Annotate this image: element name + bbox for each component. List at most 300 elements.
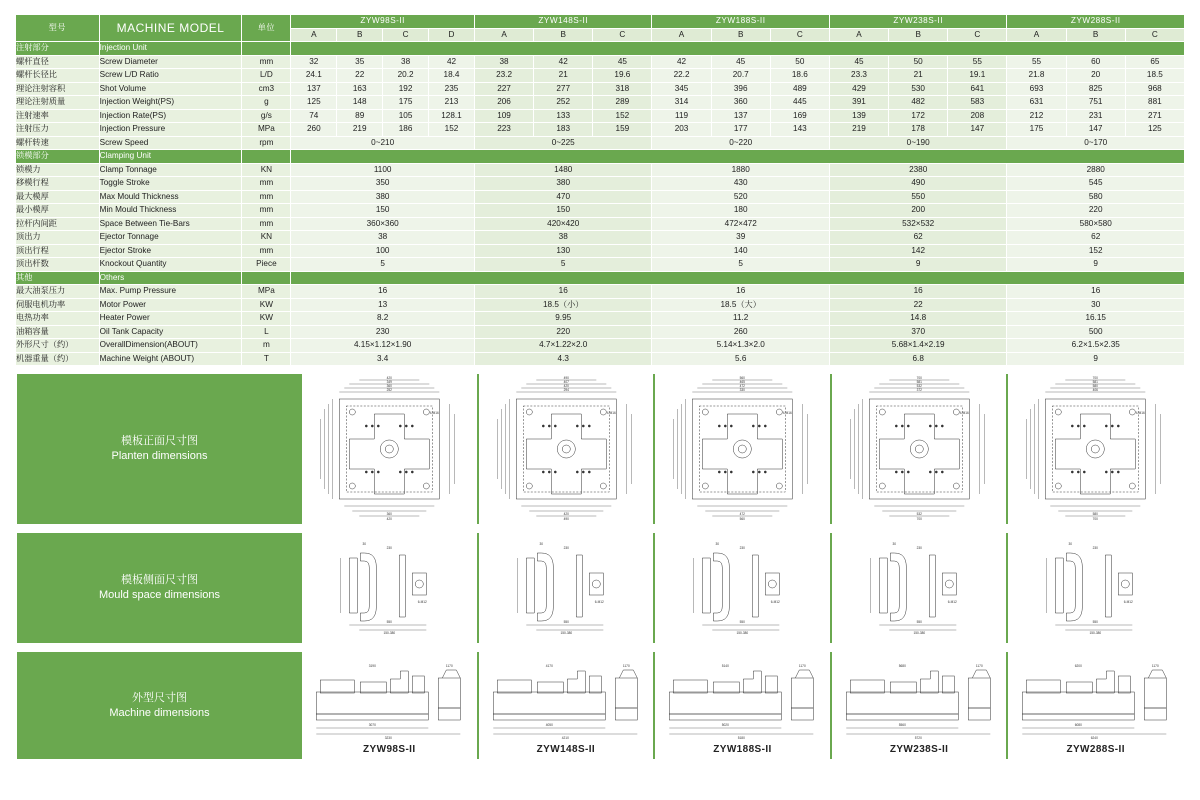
svg-text:420: 420	[563, 384, 569, 388]
row-label-en: Injection Weight(PS)	[99, 96, 242, 110]
svg-text:3070: 3070	[368, 723, 376, 727]
row-unit: Piece	[242, 258, 291, 272]
row-label-cn: 最大油泵压力	[16, 285, 100, 299]
group-label-cn: 注射部分	[16, 42, 100, 56]
cell-value: 159	[593, 123, 652, 137]
row-label-en: Screw L/D Ratio	[99, 69, 242, 83]
table-row	[16, 69, 1185, 83]
cell-value: 360×360	[291, 217, 475, 231]
svg-text:700: 700	[916, 376, 922, 380]
subcol: B	[1066, 28, 1125, 42]
row-unit: KN	[242, 163, 291, 177]
cell-value: 8.2	[291, 312, 475, 326]
cell-value: 430	[652, 177, 829, 191]
svg-text:532: 532	[916, 384, 922, 388]
cell-value: 5.6	[652, 352, 829, 366]
svg-text:550: 550	[1093, 620, 1099, 624]
mould-diagram-5	[1006, 533, 1183, 643]
cell-value: 345	[652, 82, 711, 96]
svg-text:360: 360	[386, 512, 392, 516]
cell-value: 5.68×1.4×2.19	[829, 339, 1006, 353]
cell-value: 20	[1066, 69, 1125, 83]
subcol: A	[1007, 28, 1066, 42]
cell-value: 38	[383, 55, 429, 69]
cell-value: 16	[474, 285, 651, 299]
cell-value: 0~210	[291, 136, 475, 150]
cell-value: 289	[593, 96, 652, 110]
subcol: C	[1125, 28, 1184, 42]
cell-value: 3.4	[291, 352, 475, 366]
planten-diagram-1	[302, 374, 477, 524]
svg-text:150-380: 150-380	[736, 631, 749, 635]
cell-value: 30	[1007, 298, 1185, 312]
cell-value: 5.14×1.3×2.0	[652, 339, 829, 353]
cell-value: 18.6	[770, 69, 829, 83]
cell-value: 45	[593, 55, 652, 69]
cell-value: 125	[1125, 123, 1184, 137]
planten-diagram-4	[830, 374, 1007, 524]
cell-value: 22	[337, 69, 383, 83]
row-label-cn: 螺杆转速	[16, 136, 100, 150]
group-label-en: Injection Unit	[99, 42, 242, 56]
row-label-en: Ejector Tonnage	[99, 231, 242, 245]
svg-text:4170: 4170	[545, 664, 553, 668]
planten-diagram-2	[477, 374, 654, 524]
header-model-3: ZYW188S-II	[652, 15, 829, 29]
cell-value: 360	[711, 96, 770, 110]
cell-value: 169	[770, 109, 829, 123]
svg-text:4210: 4210	[561, 736, 569, 740]
cell-value: 38	[474, 231, 651, 245]
row-unit: m	[242, 339, 291, 353]
cell-value: 968	[1125, 82, 1184, 96]
cell-value: 4.3	[474, 352, 651, 366]
cell-value: 147	[1066, 123, 1125, 137]
group-row-injection	[16, 42, 1185, 56]
cell-value: 583	[948, 96, 1007, 110]
cell-value: 150	[291, 204, 475, 218]
row-label-cn: 顶出力	[16, 231, 100, 245]
row-label-en: Knockout Quantity	[99, 258, 242, 272]
group-label-cn: 锁模部分	[16, 150, 100, 164]
header-unit: 单位	[242, 15, 291, 42]
cell-value: 186	[383, 123, 429, 137]
cell-value: 314	[652, 96, 711, 110]
cell-value: 4.7×1.22×2.0	[474, 339, 651, 353]
cell-value: 219	[829, 123, 888, 137]
svg-text:6-M12: 6-M12	[594, 600, 604, 604]
cell-value: 11.2	[652, 312, 829, 326]
svg-text:700: 700	[1093, 376, 1099, 380]
subcol: A	[291, 28, 337, 42]
svg-text:1170: 1170	[1152, 664, 1160, 668]
cell-value: 133	[534, 109, 593, 123]
row-label-en: Ejector Stroke	[99, 244, 242, 258]
mould-diagram-2	[477, 533, 654, 643]
svg-text:580: 580	[1093, 384, 1099, 388]
row-label-en: Clamp Tonnage	[99, 163, 242, 177]
svg-text:472: 472	[739, 512, 746, 516]
svg-text:5020: 5020	[721, 723, 730, 727]
mould-space-dimensions-section	[15, 531, 1185, 645]
cell-value: 16	[291, 285, 475, 299]
svg-text:4-M16: 4-M16	[959, 411, 969, 415]
table-row	[16, 190, 1185, 204]
cell-value: 14.8	[829, 312, 1006, 326]
mould-label	[17, 533, 302, 643]
cell-value: 235	[429, 82, 475, 96]
row-label-cn: 机器重量（约）	[16, 352, 100, 366]
cell-value: 55	[948, 55, 1007, 69]
table-row	[16, 217, 1185, 231]
cell-value: 143	[770, 123, 829, 137]
svg-text:30: 30	[539, 542, 543, 546]
cell-value: 62	[829, 231, 1006, 245]
svg-text:4-M16: 4-M16	[606, 411, 616, 415]
group-row-clamping	[16, 150, 1185, 164]
cell-value: 4.15×1.12×1.90	[291, 339, 475, 353]
cell-value: 142	[829, 244, 1006, 258]
row-label-cn: 理论注射容积	[16, 82, 100, 96]
cell-value: 21.8	[1007, 69, 1066, 83]
cell-value: 9	[1007, 352, 1185, 366]
cell-value: 0~170	[1007, 136, 1185, 150]
cell-value: 825	[1066, 82, 1125, 96]
subcol: B	[711, 28, 770, 42]
svg-text:560: 560	[739, 376, 746, 380]
svg-text:550: 550	[386, 620, 392, 624]
row-label-cn: 顶出杆数	[16, 258, 100, 272]
cell-value: 38	[291, 231, 475, 245]
cell-value: 318	[593, 82, 652, 96]
cell-value: 21	[889, 69, 948, 83]
cell-value: 18.5	[1125, 69, 1184, 83]
cell-value: 429	[829, 82, 888, 96]
svg-text:230: 230	[386, 546, 392, 550]
row-label-cn: 最大模厚	[16, 190, 100, 204]
row-label-en: Motor Power	[99, 298, 242, 312]
row-label-cn: 伺服电机功率	[16, 298, 100, 312]
header-model-2: ZYW148S-II	[474, 15, 651, 29]
svg-text:4-M16: 4-M16	[429, 411, 439, 415]
table-header-row	[16, 15, 1185, 29]
row-label-cn: 理论注射质量	[16, 96, 100, 110]
row-unit: KW	[242, 298, 291, 312]
cell-value: 470	[474, 190, 651, 204]
cell-value: 230	[291, 325, 475, 339]
row-label-en: Screw Speed	[99, 136, 242, 150]
cell-value: 39	[652, 231, 829, 245]
cell-value: 208	[948, 109, 1007, 123]
cell-value: 1880	[652, 163, 829, 177]
svg-text:406: 406	[1093, 388, 1099, 392]
row-label-en: OverallDimension(ABOUT)	[99, 339, 242, 353]
group-label-en: Others	[99, 271, 242, 285]
cell-value: 178	[889, 123, 948, 137]
row-label-en: Injection Pressure	[99, 123, 242, 137]
table-row	[16, 177, 1185, 191]
cell-value: 42	[652, 55, 711, 69]
row-label-en: Injection Rate(PS)	[99, 109, 242, 123]
cell-value: 530	[889, 82, 948, 96]
machine-diagram-4	[830, 652, 1007, 759]
svg-text:150-380: 150-380	[1089, 631, 1102, 635]
row-unit: cm3	[242, 82, 291, 96]
cell-value: 532×532	[829, 217, 1006, 231]
row-unit: rpm	[242, 136, 291, 150]
cell-value: 35	[337, 55, 383, 69]
row-label-en: Max. Pump Pressure	[99, 285, 242, 299]
table-row	[16, 96, 1185, 110]
cell-value: 20.7	[711, 69, 770, 83]
svg-text:6-M12: 6-M12	[1124, 600, 1134, 604]
cell-value: 16	[829, 285, 1006, 299]
cell-value: 9	[1007, 258, 1185, 272]
svg-text:581: 581	[916, 380, 922, 384]
table-row	[16, 339, 1185, 353]
svg-text:560: 560	[739, 517, 746, 521]
cell-value: 16	[1007, 285, 1185, 299]
table-row	[16, 55, 1185, 69]
row-unit: mm	[242, 177, 291, 191]
machine-diagram-3	[653, 652, 830, 759]
table-row	[16, 258, 1185, 272]
svg-text:150-380: 150-380	[560, 631, 572, 635]
table-row	[16, 231, 1185, 245]
subcol: B	[534, 28, 593, 42]
cell-value: 137	[711, 109, 770, 123]
cell-value: 212	[1007, 109, 1066, 123]
row-unit: mm	[242, 190, 291, 204]
svg-text:1170: 1170	[622, 664, 630, 668]
cell-value: 62	[1007, 231, 1185, 245]
header-model-1: ZYW98S-II	[291, 15, 475, 29]
svg-text:30: 30	[1068, 542, 1073, 546]
cell-value: 139	[829, 109, 888, 123]
svg-text:330: 330	[739, 388, 746, 392]
group-fill	[291, 42, 1185, 56]
row-label-cn: 油箱容量	[16, 325, 100, 339]
svg-text:490: 490	[563, 376, 569, 380]
cell-value: 2380	[829, 163, 1006, 177]
machine-diagram-caption: ZYW148S-II	[536, 744, 596, 755]
cell-value: 252	[534, 96, 593, 110]
svg-text:5560: 5560	[898, 723, 906, 727]
cell-value: 220	[474, 325, 651, 339]
svg-text:150-380: 150-380	[913, 631, 925, 635]
planten-diagram-5	[1006, 374, 1183, 524]
cell-value: 137	[291, 82, 337, 96]
cell-value: 396	[711, 82, 770, 96]
cell-value: 545	[1007, 177, 1185, 191]
svg-text:372: 372	[916, 388, 922, 392]
svg-text:6080: 6080	[1075, 723, 1083, 727]
subcol: B	[337, 28, 383, 42]
group-fill	[291, 150, 1185, 164]
cell-value: 180	[652, 204, 829, 218]
group-fill	[291, 271, 1185, 285]
svg-text:420: 420	[563, 512, 569, 516]
row-label-cn: 锁模力	[16, 163, 100, 177]
cell-value: 16.15	[1007, 312, 1185, 326]
cell-value: 1480	[474, 163, 651, 177]
table-row	[16, 123, 1185, 137]
row-label-en: Machine Weight (ABOUT)	[99, 352, 242, 366]
cell-value: 175	[383, 96, 429, 110]
row-unit: MPa	[242, 285, 291, 299]
row-label-cn: 拉杆内间距	[16, 217, 100, 231]
svg-text:550: 550	[916, 620, 922, 624]
table-row	[16, 312, 1185, 326]
svg-text:700: 700	[1093, 517, 1099, 521]
svg-text:4050: 4050	[545, 723, 553, 727]
diagram-sections	[15, 372, 1185, 761]
mould-diagram-1	[302, 533, 477, 643]
svg-text:581: 581	[1093, 380, 1099, 384]
machine-label	[17, 652, 302, 759]
row-label-cn: 注射压力	[16, 123, 100, 137]
cell-value: 105	[383, 109, 429, 123]
cell-value: 152	[593, 109, 652, 123]
planten-dimensions-section	[15, 372, 1185, 526]
svg-text:30: 30	[892, 542, 896, 546]
row-label-cn: 外形尺寸（约）	[16, 339, 100, 353]
svg-text:550: 550	[563, 620, 569, 624]
row-unit: g/s	[242, 109, 291, 123]
cell-value: 520	[652, 190, 829, 204]
row-label-cn: 最小模厚	[16, 204, 100, 218]
table-row	[16, 109, 1185, 123]
cell-value: 65	[1125, 55, 1184, 69]
machine-diagram-1	[302, 652, 477, 759]
row-label-en: Screw Diameter	[99, 55, 242, 69]
svg-text:3190: 3190	[368, 664, 376, 668]
cell-value: 18.4	[429, 69, 475, 83]
cell-value: 1100	[291, 163, 475, 177]
cell-value: 260	[652, 325, 829, 339]
row-unit: T	[242, 352, 291, 366]
planten-diagram-3	[653, 374, 830, 524]
svg-text:252: 252	[386, 388, 392, 392]
svg-text:580: 580	[1093, 512, 1099, 516]
cell-value: 472×472	[652, 217, 829, 231]
cell-value: 177	[711, 123, 770, 137]
cell-value: 22.2	[652, 69, 711, 83]
svg-text:407: 407	[563, 380, 569, 384]
planten-label-cn: 模板正面尺寸图	[120, 435, 198, 447]
svg-text:5180: 5180	[737, 736, 746, 740]
row-unit: mm	[242, 55, 291, 69]
machine-diagram-caption: ZYW288S-II	[1066, 744, 1125, 755]
cell-value: 277	[534, 82, 593, 96]
row-unit: KW	[242, 312, 291, 326]
cell-value: 109	[474, 109, 533, 123]
svg-text:230: 230	[1093, 546, 1099, 550]
cell-value: 152	[1007, 244, 1185, 258]
cell-value: 220	[1007, 204, 1185, 218]
cell-value: 22	[829, 298, 1006, 312]
row-label-cn: 顶出行程	[16, 244, 100, 258]
table-row	[16, 325, 1185, 339]
cell-value: 128.1	[429, 109, 475, 123]
svg-text:230: 230	[563, 546, 569, 550]
cell-value: 693	[1007, 82, 1066, 96]
cell-value: 42	[534, 55, 593, 69]
group-label-en: Clamping Unit	[99, 150, 242, 164]
cell-value: 420×420	[474, 217, 651, 231]
svg-text:532: 532	[916, 512, 922, 516]
mould-label-en: Mould space dimensions	[98, 589, 221, 601]
cell-value: 0~225	[474, 136, 651, 150]
machine-label-cn: 外型尺寸图	[132, 691, 187, 704]
row-label-en: Oil Tank Capacity	[99, 325, 242, 339]
row-label-cn: 螺杆直径	[16, 55, 100, 69]
svg-text:349: 349	[386, 380, 392, 384]
group-row-others	[16, 271, 1185, 285]
row-label-cn: 螺杆长径比	[16, 69, 100, 83]
svg-text:5140: 5140	[721, 664, 730, 668]
cell-value: 16	[652, 285, 829, 299]
row-unit: mm	[242, 244, 291, 258]
table-row	[16, 163, 1185, 177]
cell-value: 183	[534, 123, 593, 137]
group-unit-blank	[242, 42, 291, 56]
cell-value: 445	[770, 96, 829, 110]
row-label-en: Shot Volume	[99, 82, 242, 96]
svg-text:490: 490	[563, 517, 569, 521]
cell-value: 580	[1007, 190, 1185, 204]
row-unit: g	[242, 96, 291, 110]
cell-value: 125	[291, 96, 337, 110]
svg-text:6-M12: 6-M12	[417, 600, 427, 604]
subcol: B	[889, 28, 948, 42]
cell-value: 55	[1007, 55, 1066, 69]
svg-text:4-M16: 4-M16	[782, 411, 793, 415]
header-model-cn: 型号	[16, 15, 100, 42]
header-model-5: ZYW288S-II	[1007, 15, 1185, 29]
cell-value: 140	[652, 244, 829, 258]
svg-text:30: 30	[362, 542, 367, 546]
row-unit: KN	[242, 231, 291, 245]
table-row	[16, 204, 1185, 218]
cell-value: 172	[889, 109, 948, 123]
svg-text:6-M12: 6-M12	[947, 600, 957, 604]
machine-diagram-caption: ZYW98S-II	[363, 744, 416, 755]
cell-value: 38	[474, 55, 533, 69]
cell-value: 881	[1125, 96, 1184, 110]
cell-value: 100	[291, 244, 475, 258]
cell-value: 380	[474, 177, 651, 191]
cell-value: 213	[429, 96, 475, 110]
cell-value: 130	[474, 244, 651, 258]
cell-value: 0~190	[829, 136, 1006, 150]
mould-diagram-4	[830, 533, 1007, 643]
cell-value: 490	[829, 177, 1006, 191]
cell-value: 6.2×1.5×2.35	[1007, 339, 1185, 353]
cell-value: 163	[337, 82, 383, 96]
row-label-cn: 注射速率	[16, 109, 100, 123]
cell-value: 2880	[1007, 163, 1185, 177]
cell-value: 482	[889, 96, 948, 110]
table-row	[16, 244, 1185, 258]
cell-value: 580×580	[1007, 217, 1185, 231]
cell-value: 203	[652, 123, 711, 137]
machine-diagram-caption: ZYW238S-II	[889, 744, 949, 755]
row-label-en: Min Mould Thickness	[99, 204, 242, 218]
group-unit-blank	[242, 271, 291, 285]
cell-value: 32	[291, 55, 337, 69]
machine-dimensions-section	[15, 650, 1185, 761]
